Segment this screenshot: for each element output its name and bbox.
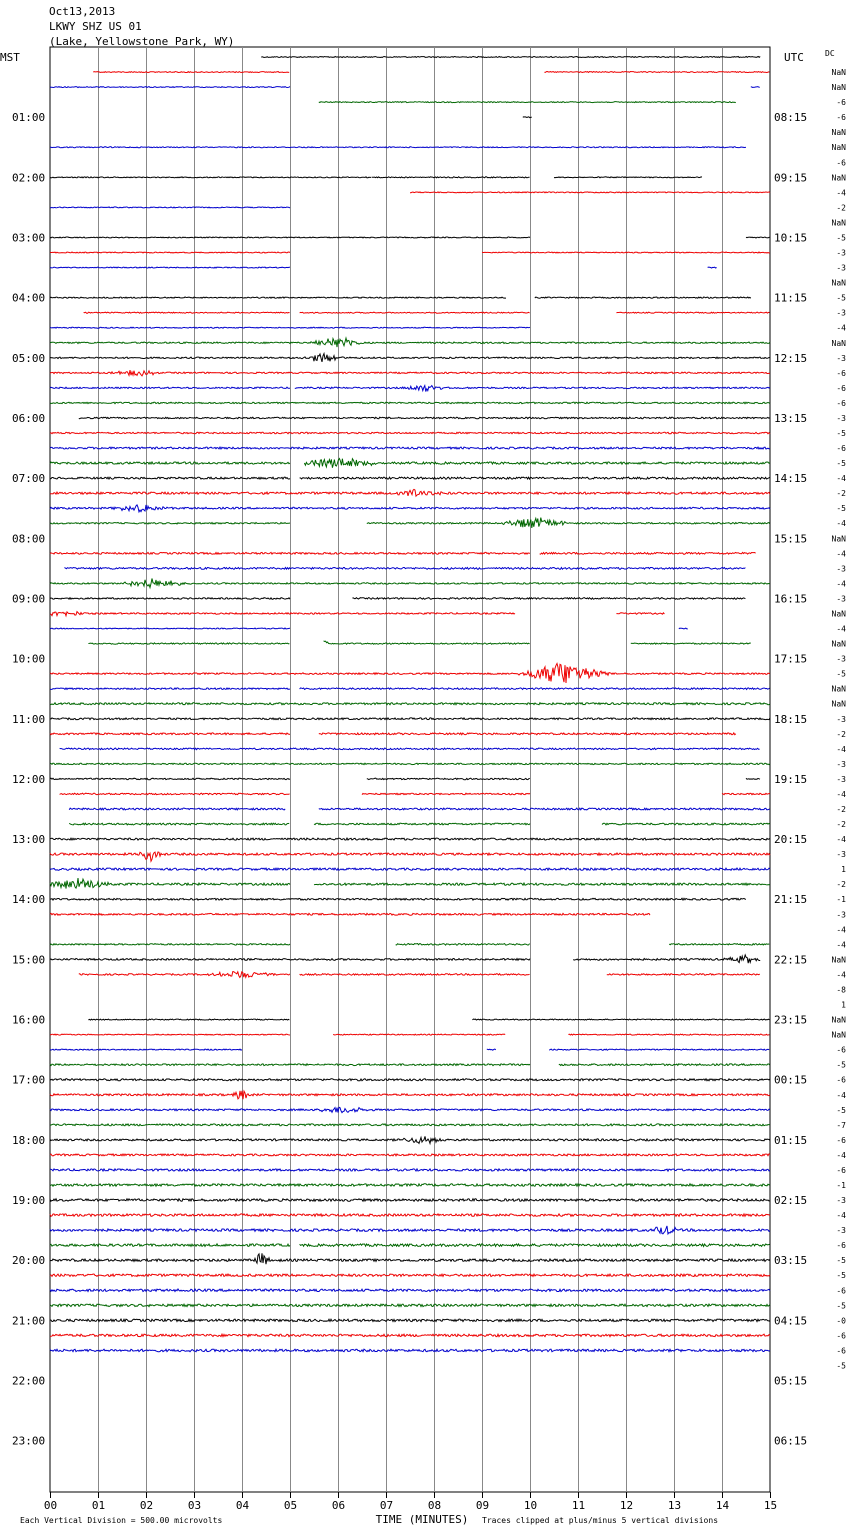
utc-hour-label: 19:15 [774,772,808,786]
seismic-trace [50,1169,770,1171]
dc-offset-label: -3 [836,654,846,664]
dc-offset-label: -6 [836,1135,846,1145]
chart-date: Oct13,2013 [49,5,116,18]
seismic-trace [50,1154,770,1156]
clipping-note: Traces clipped at plus/minus 5 vertical divisions [482,1516,719,1525]
seismic-trace [50,523,290,525]
seismic-trace [50,402,770,404]
x-tick-label: 03 [187,1499,202,1512]
mst-hour-label: 07:00 [12,472,46,486]
dc-offset-label: -4 [836,549,846,559]
utc-hour-label: 18:15 [774,712,808,726]
seismic-trace [50,252,290,253]
dc-offset-label: NaN [831,639,846,649]
dc-offset-label: -6 [836,1165,846,1175]
dc-offset-label: -0 [836,1316,846,1326]
x-tick-label: 14 [715,1499,730,1512]
x-tick-label: 01 [91,1499,106,1512]
dc-offset-label: -6 [836,1331,846,1341]
seismic-trace [50,913,650,915]
seismic-trace [50,778,290,780]
seismic-trace [410,192,770,193]
dc-offset-label: -4 [836,970,846,980]
utc-hour-label: 00:15 [774,1073,808,1087]
seismic-trace [50,1274,770,1277]
dc-offset-label: -4 [836,519,846,529]
seismic-trace [669,944,769,946]
dc-offset-label: -5 [836,669,846,679]
mst-hour-label: 03:00 [12,231,46,245]
dc-offset-label: -6 [836,444,846,454]
dc-offset-label: -5 [836,1105,846,1115]
dc-offset-label: -5 [836,459,846,469]
vertical-division-note: Each Vertical Division = 500.00 microvolts [20,1516,223,1525]
utc-hour-label: 02:15 [774,1194,808,1208]
seismic-trace [679,628,688,629]
seismic-trace [314,823,530,825]
seismic-trace [50,1349,770,1352]
dc-offset-label: -4 [836,323,846,333]
utc-hour-label: 23:15 [774,1013,808,1027]
seismic-trace [93,72,289,73]
seismic-trace [616,312,769,313]
seismic-trace [50,1304,770,1307]
utc-hour-label: 03:15 [774,1254,808,1268]
seismic-trace [50,1199,770,1202]
dc-offset-label: NaN [831,534,846,544]
seismic-trace [50,868,290,870]
seismic-trace [530,462,770,464]
seismic-trace [50,763,770,765]
seismic-trace [314,883,530,885]
mst-hour-label: 19:00 [12,1194,46,1208]
dc-offset-label: -3 [836,413,846,423]
dc-offset-label: NaN [831,699,846,709]
x-tick-label: 07 [379,1499,394,1512]
mst-axis-label: MST [0,51,20,64]
mst-hour-label: 17:00 [12,1073,46,1087]
seismic-trace [84,312,290,313]
mst-hour-label: 02:00 [12,171,46,185]
dc-offset-label: -4 [836,474,846,484]
mst-hour-label: 13:00 [12,833,46,847]
dc-offset-label: -5 [836,429,846,438]
mst-hour-label: 22:00 [12,1374,46,1388]
seismic-trace [50,878,290,888]
x-axis-title: TIME (MINUTES) [375,1513,469,1526]
seismic-trace [50,838,770,840]
x-tick-label: 12 [619,1499,634,1512]
dc-offset-label: -5 [836,1060,846,1070]
utc-hour-label: 01:15 [774,1133,808,1147]
seismic-trace [50,370,770,376]
mst-hour-label: 01:00 [12,111,46,125]
x-tick-label: 09 [475,1499,490,1512]
utc-hour-label: 22:15 [774,953,808,967]
chart-location: (Lake, Yellowstone Park, WY) [49,35,235,48]
dc-offset-label: -5 [836,233,846,243]
seismic-trace [50,598,290,600]
seismic-trace [50,237,530,238]
seismic-trace [300,974,530,976]
mst-hour-label: 16:00 [12,1013,46,1027]
seismic-trace [50,505,770,512]
dc-offset-label: NaN [831,143,846,153]
utc-hour-label: 14:15 [774,472,808,486]
dc-offset-label: -5 [836,1271,846,1281]
dc-axis-label: DC [825,49,835,58]
dc-offset-label: NaN [831,128,846,138]
seismic-trace [324,641,530,644]
seismic-trace [300,688,770,690]
seismic-trace [50,207,290,208]
seismic-trace [50,1107,770,1112]
seismic-trace [50,492,290,494]
seismic-trace [607,974,760,976]
seismic-trace [300,312,530,313]
seismic-trace [50,1214,770,1217]
utc-hour-label: 20:15 [774,833,808,847]
x-tick-label: 08 [427,1499,442,1512]
seismic-trace [50,147,746,148]
seismic-trace [50,552,290,554]
utc-hour-label: 12:15 [774,351,808,365]
seismic-trace [50,477,290,479]
dc-offset-label: -3 [836,308,846,318]
seismic-trace [50,1136,770,1143]
dc-offset-label: NaN [831,83,846,93]
dc-offset-label: -2 [836,489,846,499]
mst-hour-label: 21:00 [12,1314,46,1328]
seismic-trace [290,552,530,554]
seismic-trace [50,579,770,588]
seismic-trace [602,823,770,825]
seismic-trace [559,1064,770,1066]
seismic-trace [50,944,290,946]
seismic-trace [568,1034,769,1035]
utc-hour-label: 16:15 [774,592,808,606]
seismic-trace [540,552,756,554]
dc-offset-label: -4 [836,940,846,950]
dc-offset-label: -2 [836,203,846,213]
utc-hour-label: 06:15 [774,1434,808,1448]
dc-offset-label: 1 [841,865,846,875]
utc-hour-label: 15:15 [774,532,808,546]
seismic-trace [69,823,289,825]
seismic-trace [352,598,745,600]
seismic-trace [367,778,530,780]
seismic-trace [295,386,530,392]
dc-offset-label: -5 [836,1361,846,1371]
dc-offset-label: -6 [836,113,846,123]
dc-offset-label: -6 [836,1045,846,1055]
seismic-trace [60,793,290,795]
seismic-trace [50,1319,770,1322]
seismic-trace [50,432,770,433]
utc-hour-label: 09:15 [774,171,808,185]
dc-offset-label: -4 [836,624,846,634]
dc-offset-label: -4 [836,789,846,799]
dc-offset-label: -4 [836,1211,846,1221]
dc-offset-label: -3 [836,263,846,273]
seismic-trace [50,387,290,389]
seismic-trace [79,417,770,419]
seismic-trace [69,808,285,810]
dc-offset-label: -6 [836,1075,846,1085]
dc-offset-label: NaN [831,1015,846,1025]
seismic-trace [751,87,760,88]
seismic-trace [261,57,760,58]
x-tick-label: 15 [763,1499,778,1512]
x-tick-label: 06 [331,1499,346,1512]
seismic-trace [487,1049,496,1050]
seismic-trace [554,177,702,178]
seismic-trace [50,688,290,690]
seismic-trace [64,568,745,570]
seismic-trace [50,718,770,720]
dc-offset-label: -3 [836,564,846,574]
seismic-trace [50,267,290,268]
x-tick-label: 05 [283,1499,298,1512]
seismic-trace [50,1124,770,1126]
seismic-trace [319,102,736,103]
dc-offset-label: -3 [836,594,846,604]
dc-offset-label: -2 [836,820,846,830]
dc-offset-label: -4 [836,1150,846,1160]
seismic-trace [50,1226,770,1234]
utc-hour-label: 11:15 [774,291,808,305]
dc-offset-label: -6 [836,1346,846,1356]
chart-station: LKWY SHZ US 01 [49,20,142,33]
seismic-trace [50,87,290,88]
mst-hour-label: 15:00 [12,953,46,967]
mst-hour-label: 14:00 [12,893,46,907]
dc-offset-label: -3 [836,248,846,258]
x-tick-label: 10 [523,1499,538,1512]
seismic-trace [50,1091,770,1099]
mst-hour-label: 12:00 [12,772,46,786]
mst-hour-label: 04:00 [12,291,46,305]
dc-offset-label: -2 [836,805,846,814]
dc-offset-label: -3 [836,759,846,769]
dc-offset-label: NaN [831,338,846,348]
dc-offset-label: -6 [836,383,846,393]
seismic-trace [50,1244,290,1247]
seismic-trace [372,177,530,178]
dc-offset-label: -3 [836,774,846,784]
mst-hour-label: 10:00 [12,652,46,666]
seismic-trace [535,297,751,298]
x-tick-label: 11 [571,1499,586,1512]
dc-offset-label: -1 [836,1181,846,1190]
seismic-trace [746,237,770,238]
seismic-trace [362,793,530,795]
utc-hour-label: 08:15 [774,111,808,125]
mst-hour-label: 05:00 [12,351,46,365]
dc-offset-label: -5 [836,293,846,303]
mst-hour-label: 23:00 [12,1434,46,1448]
x-tick-label: 02 [139,1499,154,1512]
dc-offset-label: -4 [836,579,846,589]
dc-offset-label: -5 [836,1301,846,1311]
mst-hour-label: 11:00 [12,712,46,726]
seismic-trace [50,628,290,629]
dc-offset-label: -8 [836,985,846,995]
dc-offset-label: -3 [836,1196,846,1206]
seismic-trace [88,643,289,644]
seismic-trace [530,387,770,389]
utc-hour-label: 05:15 [774,1374,808,1388]
seismic-trace [60,748,760,750]
seismic-trace [472,1019,769,1020]
dc-offset-label: NaN [831,173,846,183]
dc-offset-label: -5 [836,1256,846,1266]
seismic-trace [50,1334,770,1336]
dc-offset-label: NaN [831,609,846,619]
seismic-trace [50,1034,290,1035]
seismic-trace [631,643,751,644]
dc-offset-label: -6 [836,98,846,108]
seismic-trace [50,297,506,298]
seismic-trace [333,1034,505,1035]
dc-offset-label: -2 [836,729,846,739]
dc-offset-label: NaN [831,1030,846,1040]
utc-hour-label: 10:15 [774,231,808,245]
seismic-trace [319,733,736,735]
seismic-trace [50,703,770,705]
utc-hour-label: 13:15 [774,411,808,425]
seismic-trace [50,462,290,464]
dc-offset-label: -3 [836,910,846,920]
seismic-trace [50,1253,770,1264]
mst-hour-label: 20:00 [12,1254,46,1268]
dc-offset-label: NaN [831,955,846,965]
seismic-trace [50,1079,770,1081]
dc-offset-label: -4 [836,925,846,935]
dc-offset-label: -3 [836,850,846,860]
seismic-trace [50,447,290,449]
dc-offset-label: -2 [836,880,846,890]
dc-offset-label: 1 [841,1000,846,1010]
utc-hour-label: 04:15 [774,1314,808,1328]
dc-offset-label: -5 [836,504,846,514]
seismic-trace [300,1244,770,1247]
seismic-trace [50,852,290,861]
x-tick-label: 00 [43,1499,58,1512]
dc-offset-label: -4 [836,744,846,754]
mst-hour-label: 09:00 [12,592,46,606]
dc-offset-label: -7 [836,1120,846,1130]
dc-offset-label: NaN [831,278,846,288]
seismic-trace [746,778,760,779]
dc-offset-label: -6 [836,1286,846,1296]
seismic-trace [722,793,770,794]
seismic-trace [50,898,746,900]
utc-hour-label: 21:15 [774,893,808,907]
dc-offset-label: -1 [836,895,846,905]
seismic-trace [50,1289,770,1292]
seismic-trace [50,664,770,684]
x-tick-label: 04 [235,1499,250,1512]
x-tick-label: 13 [667,1499,682,1512]
dc-offset-label: -4 [836,835,846,845]
seismic-trace [544,72,769,73]
seismic-trace [88,1019,289,1020]
seismic-trace [396,944,530,946]
dc-offset-label: -6 [836,398,846,408]
dc-offset-label: -6 [836,158,846,168]
utc-hour-label: 17:15 [774,652,808,666]
seismic-trace [50,612,515,616]
mst-hour-label: 08:00 [12,532,46,546]
dc-offset-label: -4 [836,188,846,198]
seismic-trace [573,955,760,963]
dc-offset-label: NaN [831,684,846,694]
mst-hour-label: 18:00 [12,1133,46,1147]
dc-offset-label: -3 [836,353,846,363]
mst-hour-label: 06:00 [12,411,46,425]
dc-offset-label: -6 [836,368,846,378]
seismic-trace [50,733,290,735]
dc-offset-label: -4 [836,1090,846,1100]
seismic-trace [300,477,770,479]
dc-offset-label: NaN [831,68,846,78]
seismic-trace [50,338,770,347]
seismic-trace [367,518,770,528]
seismic-trace [79,972,290,978]
seismic-trace [523,117,532,118]
seismic-trace [616,613,664,615]
dc-offset-label: -3 [836,1226,846,1236]
utc-axis-label: UTC [784,51,804,64]
dc-offset-label: -6 [836,1241,846,1251]
seismic-trace [708,267,717,268]
seismic-trace [50,354,770,362]
seismic-trace [549,1049,769,1050]
dc-offset-label: -3 [836,714,846,724]
seismic-trace [530,883,770,885]
dc-offset-label: NaN [831,218,846,228]
seismic-trace [50,1184,770,1186]
